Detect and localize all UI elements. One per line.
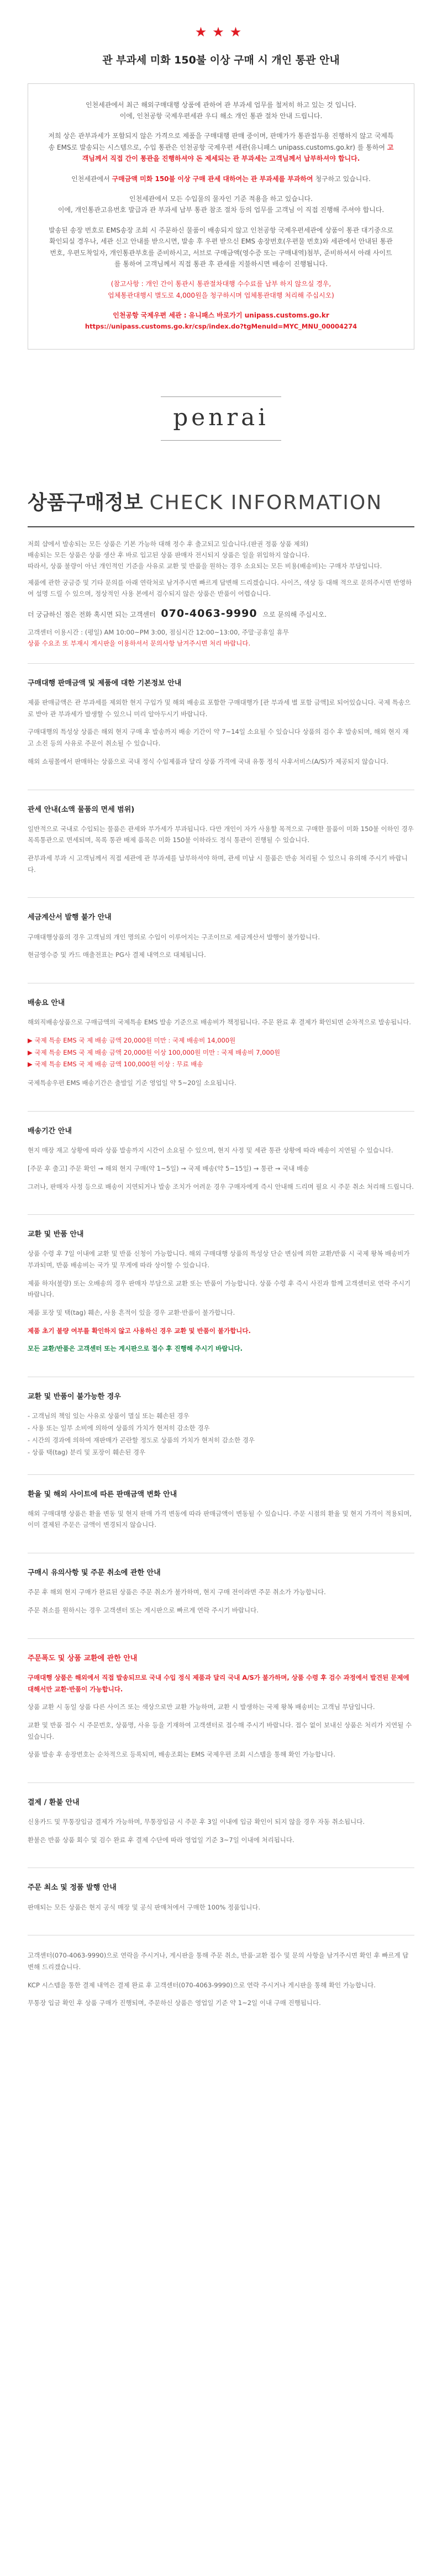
section-note: 국제특송우편 EMS 배송기간은 출발일 기준 영업일 약 5~20일 소요됩니다. <box>28 1079 236 1087</box>
section-paragraph: 제품 하자(불량) 또는 오배송의 경우 판매자 부담으로 교환 또는 반품이 가능합니다. 상품 수령 후 즉시 사진과 함께 고객센터로 연락 주시기 바랍니다. <box>28 1279 411 1299</box>
notice-red-text: 고객님께서 직접 간이 통관을 진행하셔야 돈 제세되는 관 부과세는 고객님께서 납부하셔야 합니다. <box>82 143 394 163</box>
section-tax-invoice <box>28 897 414 983</box>
list-item: ▶ 국제 특송 EMS 국 제 배송 금액 100,000원 이상 : 무료 배송 <box>28 1060 203 1069</box>
intro-text: 배송되는 모든 상품은 상품 생산 후 바로 입고된 상품 판매자 전시되지 상품은 일을 위입하지 않습니다. <box>28 551 310 559</box>
notice-red-text: 업체통관대행시 별도로 4,000원을 청구하시며 업체통관대행 처리해 주십시오) <box>108 291 334 299</box>
notice-text: 이에, 인천공항 국제우편세관 우디 해소 개인 통관 절차 안내 드립니다. <box>119 112 323 120</box>
customer-phone[interactable]: 070-4063-9990 <box>161 607 257 620</box>
section-paragraph: [주문 후 출고] 주문 확인 → 해외 현지 구매(약 1~5일) → 국제 배송(약 5~15일) → 통관 → 국내 배송 <box>28 1164 309 1172</box>
notice-paragraph <box>48 225 394 270</box>
section-title: 관세 안내(소액 물품의 면세 범위) <box>28 805 135 814</box>
service-hours <box>28 627 414 649</box>
section-shipping-fee <box>28 983 414 1111</box>
phone-label: 더 궁금하신 점은 전화 혹시면 되는 고객센터 <box>28 611 156 619</box>
notice-text: 이에, 개인통관고유번호 발급과 관 부과세 납부 통관 참조 절차 등의 업무를 고객님 이 직접 진행해 주셔야 합니다. <box>57 206 385 214</box>
section-paragraph: 구매대행의 특성상 상품은 해외 현지 구매 후 발송까지 배송 기간이 약 7~14일 소요될 수 있습니다 상품의 검수 후 발송되며, 해외 현지 재고 소진 등의 사유로 주문이 취소될 수 있습니다. <box>28 728 409 748</box>
section-title: 배송기간 안내 <box>28 1126 72 1135</box>
section-exchange-return <box>28 1214 414 1377</box>
list-item: - 상품 택(tag) 분리 및 포장이 훼손된 경우 <box>28 1448 146 1456</box>
notice-box <box>28 83 414 350</box>
section-paragraph: 현금영수증 및 카드 매출전표는 PG사 결제 내역으로 대체됩니다. <box>28 951 206 959</box>
list-item: ▶ 국제 특송 EMS 국 제 배송 금액 20,000원 이상 100,000원 미만 : 국제 배송비 7,000원 <box>28 1048 281 1056</box>
section-title: 배송요 안내 <box>28 998 65 1007</box>
intro-text: 따라서, 상품 불량이 아닌 개인적인 기준을 사유로 교환 및 반품을 원하는 경우 소요되는 모든 비용(배송비)는 구매자 부담입니다. <box>28 562 382 570</box>
section-paragraph: 상품 수령 후 7일 이내에 교환 및 반품 신청이 가능합니다. 해외 구매대행 상품의 특성상 단순 변심에 의한 교환/반품 시 국제 왕복 배송비가 부과되며, 반품 배송비는 국가 및 무게에 따라 상이할 수 있습니다. <box>28 1250 410 1270</box>
section-paragraph: 무통장 입금 확인 후 상품 구매가 진행되며, 주문하신 상품은 영업일 기준 약 1~2일 이내 구매 진행됩니다. <box>28 1999 321 2007</box>
section-paragraph: 주문 후 해외 현지 구매가 완료된 상품은 주문 취소가 불가하며, 현지 구매 전이라면 주문 취소가 가능합니다. <box>28 1588 326 1596</box>
section-red-notice: 구매대행 상품은 해외에서 직접 발송되므로 국내 수입 정식 제품과 달리 국내 A/S가 불가하며, 상품 수령 후 검수 과정에서 발견된 문제에 대해서만 교환·반품이 가능합니다. <box>28 1673 409 1693</box>
notice-text: 인천세관에서 모든 수입물의 물자인 기준 적용을 하고 있습니다. <box>129 194 313 203</box>
section-paragraph: 해외 쇼핑몰에서 판매하는 상품으로 국내 정식 수입제품과 달리 상품 가격에 국내 유통 정식 사후서비스(A/S)가 제공되지 않습니다. <box>28 757 389 765</box>
list-item: - 시간의 경과에 의하여 재판매가 곤란할 정도로 상품의 가치가 현저히 감소한 경우 <box>28 1436 255 1444</box>
phone-after: 으로 문의해 주십시오. <box>262 611 327 619</box>
list-item: ▶ 국제 특송 EMS 국 제 배송 금액 20,000원 미만 : 국제 배송비 14,000원 <box>28 1036 236 1044</box>
shipping-fee-list <box>28 1035 414 1071</box>
unipass-link[interactable]: 인천공항 국제우편 세관 : 유니패스 바로가기 unipass.customs.go.kr <box>113 311 329 320</box>
notice-paragraph <box>48 173 394 184</box>
list-item: - 사용 또는 일부 소비에 의하여 상품의 가치가 현저히 감소한 경우 <box>28 1424 210 1432</box>
section-paragraph: 관부과세 부과 시 고객님께서 직접 세관에 관 부과세를 납부하셔야 하며, 관세 미납 시 물품은 반송 처리될 수 있으니 유의해 주시기 바랍니다. <box>28 854 408 874</box>
info-header <box>28 488 414 527</box>
section-paragraph: 판매되는 모든 상품은 현지 공식 매장 및 공식 판매처에서 구매한 100% 정품입니다. <box>28 1903 261 1911</box>
section-paragraph: 교환 및 반품 접수 시 주문번호, 상품명, 사유 등을 기재하여 고객센터로 접수해 주시기 바랍니다. 접수 없이 보내신 상품은 처리가 지연될 수 있습니다. <box>28 1721 412 1741</box>
notice-paragraph <box>48 99 394 122</box>
section-title: 주문폭도 및 상품 교환에 관한 안내 <box>28 1654 138 1663</box>
section-delivery-period <box>28 1111 414 1214</box>
notice-text: 발송된 송장 번호로 EMS송장 조회 시 주문하신 물품이 배송되지 않고 인천공항 국제우편세관에 상품이 통관 대기중으로 확인되실 경우나, 세관 신고 안내를 받으시면, 발송 후 우편 받으신 EMS 송장번호(우편물 번호)와 세관에서 안내된 통관 번호, 우편도착일자, 개인통관부호를 준비하시고, 서브로 구매금액(영수증 또는 구매내역)첨부, 준비하셔서 아래 사이트를 통하여 고객님께서 직접 통관 후 관세를 지불하시면 배송이 진행됩니다. <box>49 226 393 268</box>
section-paragraph: 상품 발송 후 송장번호는 순차적으로 등록되며, 배송조회는 EMS 국제우편 조회 시스템을 통해 확인 가능합니다. <box>28 1750 336 1759</box>
section-price-info <box>28 663 414 790</box>
notice-text: 저희 상은 관부과세가 포함되지 않은 가격으로 제품을 구매대행 판매 중이며, 판매가가 통관접두용 진행하지 않고 국제특송 EMS로 발송되는 시스템으로, 수입 통관은 인천공항 국제우편 세관(유니패스 unipass.customs.go.kr) 를 통하여 <box>48 132 394 151</box>
hours-red-text: 상품 수요조 또 부재시 게시판을 이용하셔서 문의사항 남겨주시면 처리 바랍니다. <box>28 639 251 647</box>
section-paragraph: 제품 판매금액은 관 부과세를 제외한 현지 구입가 및 해외 배송료 포함한 구매대행가 [관 부과세 별 포함 금액]로 되어있습니다. 국제 특송으로 받아 관 부과세가 발생할 수 있으니 미리 알아두시기 바랍니다. <box>28 699 411 718</box>
hours-text: 고객센터 이용시간 : (평일) AM 10:00~PM 3:00, 점심시간 12:00~13:00, 주말·공휴일 휴무 <box>28 628 289 636</box>
section-title: 주문 최소 및 정품 발행 안내 <box>28 1884 117 1892</box>
section-red-notice: 제품 초기 불량 여부를 확인하지 않고 사용하신 경우 교환 및 반품이 불가합니다. <box>28 1326 251 1335</box>
notice-paragraph <box>48 130 394 164</box>
section-title: 교환 및 반품 안내 <box>28 1230 84 1239</box>
notice-text: 인천세관에서 최근 해외구매대행 상품에 관하여 관 부과세 업무를 철저히 하고 있는 것 입니다. <box>85 100 357 109</box>
section-cancel-policy <box>28 1553 414 1638</box>
section-title: 교환 및 반품이 불가능한 경우 <box>28 1393 121 1401</box>
section-green-notice: 모든 교환/반품은 고객센터 또는 게시판으로 접수 후 진행해 주시기 바랍니다. <box>28 1345 243 1353</box>
intro-paragraph <box>28 577 414 599</box>
stars-decoration: ★★★ <box>194 24 248 40</box>
intro-text: 저희 샵에서 발송되는 모든 상품은 기본 가능하 대해 정수 후 출고되고 있습니다.(판권 정품 상품 제외) <box>28 539 309 548</box>
logo-area <box>0 350 442 488</box>
section-exchange-rate <box>28 1474 414 1553</box>
section-paragraph: 환불은 반품 상품 회수 및 검수 완료 후 결제 수단에 따라 영업일 기준 3~7일 이내에 처리됩니다. <box>28 1836 294 1844</box>
section-authenticity <box>28 1868 414 1935</box>
section-title: 결제 / 환불 안내 <box>28 1798 80 1807</box>
info-title-en: CHECK INFORMATION <box>149 491 383 515</box>
section-customs <box>28 790 414 898</box>
list-item: - 고객님의 책임 있는 사유로 상품이 멸실 또는 훼손된 경우 <box>28 1412 190 1420</box>
section-paragraph: 고객센터(070-4063-9990)으로 연락을 주시거나, 게시판을 통해 주문 취소, 반품·교환 접수 및 문의 사항을 남겨주시면 확인 후 빠르게 답변해 드리겠습니다. <box>28 1951 409 1971</box>
notice-paragraph <box>48 278 394 301</box>
section-title: 구매대행 판매금액 및 제품에 대한 기본정보 안내 <box>28 679 182 687</box>
notice-red-text: (참고사항 : 개인 간이 통관시 통관절차대행 수수료를 납부 하지 않으실 경우, <box>110 280 332 288</box>
notice-title: 관 부과세 미화 150불 이상 구매 시 개인 통관 안내 <box>102 54 340 67</box>
phone-line <box>28 605 414 623</box>
section-paragraph: 일반적으로 국내로 수입되는 물품은 관세와 부가세가 부과됩니다. 다만 개인이 자가 사용할 목적으로 구매한 물품이 미화 150불 이하인 경우 목록통관으로 면세되며, 목록 통관 배제 품목은 미화 150불 이하라도 정식 통관이 진행될 수 있습니다. <box>28 824 414 844</box>
section-paragraph: 해외직배송상품으로 구매금액의 국제특송 EMS 발송 기준으로 배송비가 책정됩니다. 주문 완료 후 결제가 확인되면 순차적으로 발송됩니다. <box>28 1018 411 1027</box>
section-order-exchange <box>28 1638 414 1782</box>
section-title: 환율 및 해외 사이트에 따른 판매금액 변화 안내 <box>28 1490 177 1499</box>
section-paragraph: 현지 매장 재고 상황에 따라 상품 발송까지 시간이 소요될 수 있으며, 현지 사정 및 세관 통관 상황에 따라 배송이 지연될 수 있습니다. <box>28 1146 393 1155</box>
intro-text: 제품에 관한 궁금증 및 기타 문의를 아래 연락처로 남겨주시면 빠르게 답변해 드리겠습니다. 사이즈, 색상 등 대해 적으로 문의주시면 반영하여 설명 드릴 수 있으며, 정상적인 사용 본에서 검수되지 않은 상품은 반품이 어렵습니다. <box>28 579 412 598</box>
section-paragraph: 구매대행상품의 경우 고객님의 개인 명의로 수입이 이루어지는 구조이므로 세금계산서 발행이 불가합니다. <box>28 933 320 941</box>
info-title-ko: 상품구매정보 <box>28 491 143 515</box>
section-title: 세금계산서 발행 불가 안내 <box>28 913 112 922</box>
section-payment-refund <box>28 1782 414 1868</box>
notice-paragraph <box>48 310 394 332</box>
notice-text: 인천세관에서 <box>71 174 110 183</box>
section-paragraph: 신용카드 및 무통장입금 결제가 가능하며, 무통장입금 시 주문 후 3일 이내에 입금 확인이 되지 않을 경우 자동 취소됩니다. <box>28 1818 365 1826</box>
section-paragraph: KCP 시스템을 통한 결제 내역은 결제 완료 후 고객센터(070-4063-9990)으로 연락 주시거나 게시판을 통해 확인 가능합니다. <box>28 1981 376 1989</box>
intro-block <box>28 538 414 649</box>
unipass-url-link[interactable]: https://unipass.customs.go.kr/csp/index.do?tgMenuId=MYC_MNU_00004274 <box>85 322 357 331</box>
section-paragraph: 상품 교환 시 동일 상품 다른 사이즈 또는 색상으로만 교환 가능하며, 교환 시 발생하는 국제 왕복 배송비는 고객님 부담입니다. <box>28 1703 375 1711</box>
unavailable-list <box>28 1410 414 1458</box>
notice-paragraph <box>48 193 394 216</box>
section-exchange-unavailable <box>28 1377 414 1474</box>
brand-logo: penrai <box>161 396 281 440</box>
section-paragraph: 그러나, 판매자 사정 등으로 배송이 지연되거나 발송 조치가 어려운 경우 구매자에게 즉시 안내해 드리며 필요 시 주문 취소 처리해 드립니다. <box>28 1182 414 1191</box>
intro-paragraph <box>28 538 414 572</box>
section-title: 구매시 유의사항 및 주문 취소에 관한 안내 <box>28 1569 161 1578</box>
notice-red-text: 구매금액 미화 150불 이상 구매 관세 대하여는 관 부과세를 부과하여 <box>112 174 313 183</box>
section-paragraph: 제품 포장 및 택(tag) 훼손, 사용 흔적이 있을 경우 교환·반품이 불가합니다. <box>28 1309 235 1317</box>
section-paragraph: 해외 구매대행 상품은 환율 변동 및 현지 판매 가격 변동에 따라 판매금액이 변동될 수 있습니다. 주문 시점의 환율 및 현지 가격이 적용되며, 이미 결제된 주문은 금액이 변경되지 않습니다. <box>28 1509 412 1529</box>
section-paragraph: 주문 취소를 원하시는 경우 고객센터 또는 게시판으로 빠르게 연락 주시기 바랍니다. <box>28 1606 259 1614</box>
notice-text: 청구하고 있습니다. <box>315 174 371 183</box>
section-contact <box>28 1935 414 2031</box>
